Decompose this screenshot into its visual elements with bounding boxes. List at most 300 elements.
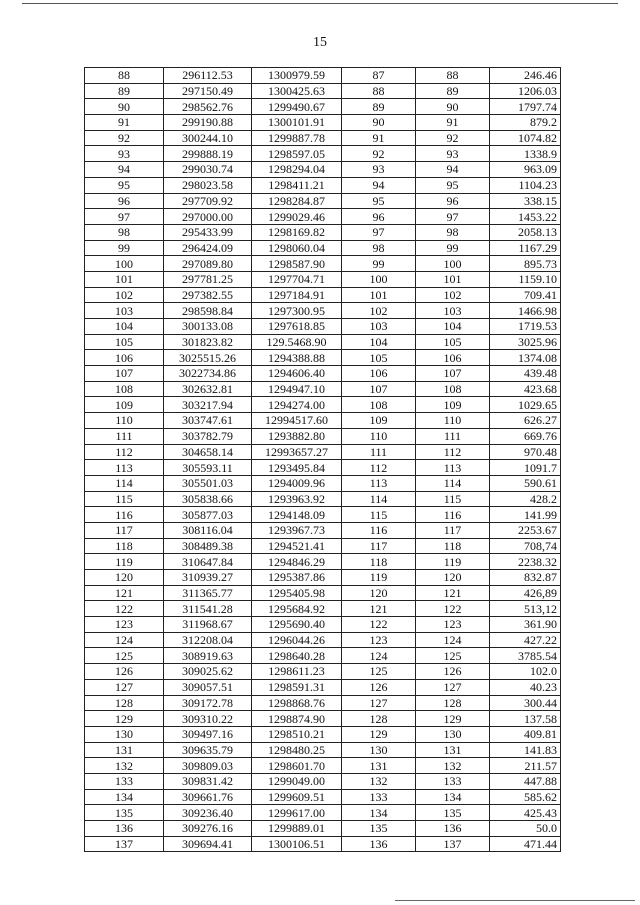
table-row [85,538,561,554]
table-row [85,601,561,617]
table-row [85,366,561,382]
y-coordinate-cell: 1298868.76 [252,695,342,711]
bottom-rule [395,900,635,901]
segment-from-cell: 128 [342,711,416,727]
segment-from-cell: 95 [342,193,416,209]
segment-from-cell: 91 [342,130,416,146]
point-number-cell: 103 [85,303,164,319]
segment-to-cell: 128 [416,695,490,711]
point-number-cell: 88 [85,68,164,84]
y-coordinate-cell: 1298601.70 [252,758,342,774]
segment-to-cell: 90 [416,99,490,115]
segment-from-cell: 94 [342,177,416,193]
table-row [85,554,561,570]
distance-cell: 439.48 [490,366,561,382]
point-number-cell: 100 [85,256,164,272]
table-row [85,209,561,225]
segment-from-cell: 127 [342,695,416,711]
table-row [85,585,561,601]
point-number-cell: 118 [85,538,164,554]
point-number-cell: 115 [85,491,164,507]
table-row [85,303,561,319]
segment-from-cell: 88 [342,83,416,99]
segment-from-cell: 121 [342,601,416,617]
segment-from-cell: 116 [342,522,416,538]
point-number-cell: 108 [85,381,164,397]
y-coordinate-cell: 1294388.88 [252,350,342,366]
y-coordinate-cell: 1299029.46 [252,209,342,225]
x-coordinate-cell: 297150.49 [164,83,252,99]
distance-cell: 879.2 [490,115,561,131]
x-coordinate-cell: 309025.62 [164,664,252,680]
table-row [85,271,561,287]
segment-from-cell: 136 [342,836,416,852]
y-coordinate-cell: 1298597.05 [252,146,342,162]
segment-to-cell: 130 [416,726,490,742]
segment-to-cell: 132 [416,758,490,774]
segment-from-cell: 104 [342,334,416,350]
x-coordinate-cell: 300244.10 [164,130,252,146]
segment-from-cell: 103 [342,319,416,335]
point-number-cell: 93 [85,146,164,162]
segment-to-cell: 113 [416,460,490,476]
segment-to-cell: 96 [416,193,490,209]
y-coordinate-cell: 1295690.40 [252,617,342,633]
y-coordinate-cell: 1295387.86 [252,570,342,586]
segment-to-cell: 118 [416,538,490,554]
distance-cell: 669.76 [490,428,561,444]
table-row [85,177,561,193]
y-coordinate-cell: 1294846.29 [252,554,342,570]
y-coordinate-cell: 1299887.78 [252,130,342,146]
segment-to-cell: 119 [416,554,490,570]
segment-from-cell: 99 [342,256,416,272]
x-coordinate-cell: 309236.40 [164,805,252,821]
x-coordinate-cell: 296112.53 [164,68,252,84]
y-coordinate-cell: 1297300.95 [252,303,342,319]
x-coordinate-cell: 299190.88 [164,115,252,131]
point-number-cell: 101 [85,271,164,287]
y-coordinate-cell: 1294606.40 [252,366,342,382]
segment-from-cell: 114 [342,491,416,507]
point-number-cell: 98 [85,224,164,240]
distance-cell: 709.41 [490,287,561,303]
x-coordinate-cell: 303782.79 [164,428,252,444]
y-coordinate-cell: 1298640.28 [252,648,342,664]
segment-to-cell: 134 [416,789,490,805]
y-coordinate-cell: 1299889.01 [252,821,342,837]
y-coordinate-cell: 1300101.91 [252,115,342,131]
segment-from-cell: 130 [342,742,416,758]
distance-cell: 409.81 [490,726,561,742]
point-number-cell: 120 [85,570,164,586]
x-coordinate-cell: 310647.84 [164,554,252,570]
table-row [85,319,561,335]
table-row [85,162,561,178]
segment-to-cell: 123 [416,617,490,633]
distance-cell: 708,74 [490,538,561,554]
segment-from-cell: 125 [342,664,416,680]
table-row [85,193,561,209]
segment-to-cell: 105 [416,334,490,350]
x-coordinate-cell: 308919.63 [164,648,252,664]
table-row [85,83,561,99]
distance-cell: 1453.22 [490,209,561,225]
y-coordinate-cell: 1298591.31 [252,679,342,695]
table-row [85,240,561,256]
segment-from-cell: 89 [342,99,416,115]
point-number-cell: 105 [85,334,164,350]
distance-cell: 1797.74 [490,99,561,115]
distance-cell: 1338.9 [490,146,561,162]
table-row [85,334,561,350]
segment-to-cell: 102 [416,287,490,303]
segment-to-cell: 98 [416,224,490,240]
point-number-cell: 91 [85,115,164,131]
point-number-cell: 137 [85,836,164,852]
point-number-cell: 121 [85,585,164,601]
distance-cell: 1719.53 [490,319,561,335]
y-coordinate-cell: 1293495.84 [252,460,342,476]
segment-to-cell: 91 [416,115,490,131]
segment-from-cell: 109 [342,413,416,429]
segment-to-cell: 110 [416,413,490,429]
table-row [85,146,561,162]
point-number-cell: 124 [85,632,164,648]
y-coordinate-cell: 1299617.00 [252,805,342,821]
segment-to-cell: 137 [416,836,490,852]
point-number-cell: 125 [85,648,164,664]
table-row [85,115,561,131]
x-coordinate-cell: 298598.84 [164,303,252,319]
y-coordinate-cell: 1294947.10 [252,381,342,397]
x-coordinate-cell: 300133.08 [164,319,252,335]
table-row [85,507,561,523]
table-row [85,773,561,789]
distance-cell: 40.23 [490,679,561,695]
y-coordinate-cell: 1299609.51 [252,789,342,805]
table-row [85,632,561,648]
y-coordinate-cell: 1297704.71 [252,271,342,287]
x-coordinate-cell: 305877.03 [164,507,252,523]
point-number-cell: 111 [85,428,164,444]
point-number-cell: 95 [85,177,164,193]
point-number-cell: 131 [85,742,164,758]
point-number-cell: 89 [85,83,164,99]
table-row [85,758,561,774]
distance-cell: 970.48 [490,444,561,460]
y-coordinate-cell: 1294009.96 [252,475,342,491]
x-coordinate-cell: 298562.76 [164,99,252,115]
point-number-cell: 116 [85,507,164,523]
segment-from-cell: 96 [342,209,416,225]
distance-cell: 102.0 [490,664,561,680]
segment-to-cell: 106 [416,350,490,366]
segment-from-cell: 108 [342,397,416,413]
distance-cell: 832.87 [490,570,561,586]
segment-from-cell: 131 [342,758,416,774]
table-row [85,726,561,742]
y-coordinate-cell: 1298060.04 [252,240,342,256]
y-coordinate-cell: 1298411.21 [252,177,342,193]
segment-from-cell: 123 [342,632,416,648]
table-row [85,256,561,272]
segment-to-cell: 95 [416,177,490,193]
segment-to-cell: 135 [416,805,490,821]
point-number-cell: 119 [85,554,164,570]
point-number-cell: 97 [85,209,164,225]
x-coordinate-cell: 302632.81 [164,381,252,397]
segment-to-cell: 126 [416,664,490,680]
distance-cell: 1159.10 [490,271,561,287]
point-number-cell: 123 [85,617,164,633]
segment-from-cell: 134 [342,805,416,821]
y-coordinate-cell: 1298480.25 [252,742,342,758]
distance-cell: 590.61 [490,475,561,491]
table-row [85,350,561,366]
table-row [85,648,561,664]
segment-to-cell: 89 [416,83,490,99]
x-coordinate-cell: 309809.03 [164,758,252,774]
y-coordinate-cell: 1293963.92 [252,491,342,507]
distance-cell: 895.73 [490,256,561,272]
y-coordinate-cell: 1299490.67 [252,99,342,115]
point-number-cell: 127 [85,679,164,695]
segment-from-cell: 129 [342,726,416,742]
distance-cell: 361.90 [490,617,561,633]
segment-from-cell: 112 [342,460,416,476]
segment-to-cell: 94 [416,162,490,178]
table-row [85,836,561,852]
y-coordinate-cell: 1298284.87 [252,193,342,209]
distance-cell: 1167.29 [490,240,561,256]
table-row [85,287,561,303]
segment-to-cell: 103 [416,303,490,319]
distance-cell: 246.46 [490,68,561,84]
table-row [85,381,561,397]
point-number-cell: 109 [85,397,164,413]
distance-cell: 1206.03 [490,83,561,99]
segment-to-cell: 109 [416,397,490,413]
table-row [85,68,561,84]
point-number-cell: 113 [85,460,164,476]
distance-cell: 141.83 [490,742,561,758]
segment-from-cell: 115 [342,507,416,523]
segment-from-cell: 90 [342,115,416,131]
segment-from-cell: 132 [342,773,416,789]
x-coordinate-cell: 309276.16 [164,821,252,837]
x-coordinate-cell: 309057.51 [164,679,252,695]
distance-cell: 50.0 [490,821,561,837]
distance-cell: 141.99 [490,507,561,523]
distance-cell: 211.57 [490,758,561,774]
table-row [85,695,561,711]
x-coordinate-cell: 309831.42 [164,773,252,789]
table-row [85,805,561,821]
distance-cell: 585.62 [490,789,561,805]
segment-to-cell: 93 [416,146,490,162]
x-coordinate-cell: 297709.92 [164,193,252,209]
table-row [85,428,561,444]
segment-to-cell: 125 [416,648,490,664]
distance-cell: 963.09 [490,162,561,178]
point-number-cell: 107 [85,366,164,382]
table-row [85,475,561,491]
x-coordinate-cell: 299888.19 [164,146,252,162]
segment-to-cell: 100 [416,256,490,272]
distance-cell: 423.68 [490,381,561,397]
y-coordinate-cell: 1298874.90 [252,711,342,727]
segment-from-cell: 117 [342,538,416,554]
point-number-cell: 136 [85,821,164,837]
x-coordinate-cell: 297000.00 [164,209,252,225]
distance-cell: 427.22 [490,632,561,648]
point-number-cell: 94 [85,162,164,178]
segment-from-cell: 102 [342,303,416,319]
segment-to-cell: 108 [416,381,490,397]
x-coordinate-cell: 309172.78 [164,695,252,711]
point-number-cell: 129 [85,711,164,727]
table-row [85,617,561,633]
distance-cell: 425.43 [490,805,561,821]
segment-from-cell: 100 [342,271,416,287]
x-coordinate-cell: 311365.77 [164,585,252,601]
segment-to-cell: 136 [416,821,490,837]
table-row [85,224,561,240]
distance-cell: 1074.82 [490,130,561,146]
segment-from-cell: 107 [342,381,416,397]
page-number: 15 [313,35,327,50]
y-coordinate-cell: 1298294.04 [252,162,342,178]
y-coordinate-cell: 1295405.98 [252,585,342,601]
table-row [85,711,561,727]
distance-cell: 1091.7 [490,460,561,476]
x-coordinate-cell: 295433.99 [164,224,252,240]
y-coordinate-cell: 1300425.63 [252,83,342,99]
x-coordinate-cell: 3022734.86 [164,366,252,382]
x-coordinate-cell: 298023.58 [164,177,252,193]
y-coordinate-cell: 12994517.60 [252,413,342,429]
x-coordinate-cell: 3025515.26 [164,350,252,366]
segment-from-cell: 135 [342,821,416,837]
segment-from-cell: 92 [342,146,416,162]
x-coordinate-cell: 305593.11 [164,460,252,476]
y-coordinate-cell: 1297184.91 [252,287,342,303]
segment-from-cell: 120 [342,585,416,601]
distance-cell: 471.44 [490,836,561,852]
x-coordinate-cell: 309497.16 [164,726,252,742]
segment-from-cell: 124 [342,648,416,664]
y-coordinate-cell: 1298587.90 [252,256,342,272]
y-coordinate-cell: 1296044.26 [252,632,342,648]
point-number-cell: 96 [85,193,164,209]
segment-to-cell: 92 [416,130,490,146]
point-number-cell: 102 [85,287,164,303]
point-number-cell: 110 [85,413,164,429]
x-coordinate-cell: 299030.74 [164,162,252,178]
table-row [85,413,561,429]
x-coordinate-cell: 303747.61 [164,413,252,429]
segment-to-cell: 115 [416,491,490,507]
distance-cell: 1374.08 [490,350,561,366]
point-number-cell: 133 [85,773,164,789]
segment-to-cell: 112 [416,444,490,460]
x-coordinate-cell: 312208.04 [164,632,252,648]
point-number-cell: 90 [85,99,164,115]
distance-cell: 2058.13 [490,224,561,240]
y-coordinate-cell: 1298169.82 [252,224,342,240]
distance-cell: 513,12 [490,601,561,617]
table-row [85,742,561,758]
table-row [85,664,561,680]
segment-from-cell: 126 [342,679,416,695]
point-number-cell: 132 [85,758,164,774]
x-coordinate-cell: 311541.28 [164,601,252,617]
coordinates-table-body [85,68,561,852]
x-coordinate-cell: 296424.09 [164,240,252,256]
x-coordinate-cell: 303217.94 [164,397,252,413]
y-coordinate-cell: 129.5468.90 [252,334,342,350]
distance-cell: 447.88 [490,773,561,789]
segment-to-cell: 88 [416,68,490,84]
table-row [85,460,561,476]
distance-cell: 3025.96 [490,334,561,350]
y-coordinate-cell: 1298611.23 [252,664,342,680]
x-coordinate-cell: 309661.76 [164,789,252,805]
segment-to-cell: 124 [416,632,490,648]
table-row [85,821,561,837]
point-number-cell: 112 [85,444,164,460]
table-row [85,99,561,115]
distance-cell: 137.58 [490,711,561,727]
point-number-cell: 122 [85,601,164,617]
distance-cell: 426,89 [490,585,561,601]
y-coordinate-cell: 1294148.09 [252,507,342,523]
point-number-cell: 117 [85,522,164,538]
x-coordinate-cell: 297382.55 [164,287,252,303]
table-row [85,789,561,805]
segment-from-cell: 97 [342,224,416,240]
segment-to-cell: 111 [416,428,490,444]
y-coordinate-cell: 1294521.41 [252,538,342,554]
point-number-cell: 128 [85,695,164,711]
x-coordinate-cell: 311968.67 [164,617,252,633]
x-coordinate-cell: 301823.82 [164,334,252,350]
y-coordinate-cell: 1297618.85 [252,319,342,335]
y-coordinate-cell: 1300106.51 [252,836,342,852]
point-number-cell: 114 [85,475,164,491]
x-coordinate-cell: 308116.04 [164,522,252,538]
distance-cell: 338.15 [490,193,561,209]
x-coordinate-cell: 305838.66 [164,491,252,507]
segment-from-cell: 98 [342,240,416,256]
table-row [85,570,561,586]
distance-cell: 1104.23 [490,177,561,193]
segment-from-cell: 133 [342,789,416,805]
segment-from-cell: 105 [342,350,416,366]
point-number-cell: 130 [85,726,164,742]
point-number-cell: 99 [85,240,164,256]
y-coordinate-cell: 1299049.00 [252,773,342,789]
x-coordinate-cell: 308489.38 [164,538,252,554]
segment-to-cell: 116 [416,507,490,523]
table-row [85,491,561,507]
y-coordinate-cell: 1293882.80 [252,428,342,444]
distance-cell: 3785.54 [490,648,561,664]
segment-to-cell: 122 [416,601,490,617]
distance-cell: 1029.65 [490,397,561,413]
segment-from-cell: 118 [342,554,416,570]
